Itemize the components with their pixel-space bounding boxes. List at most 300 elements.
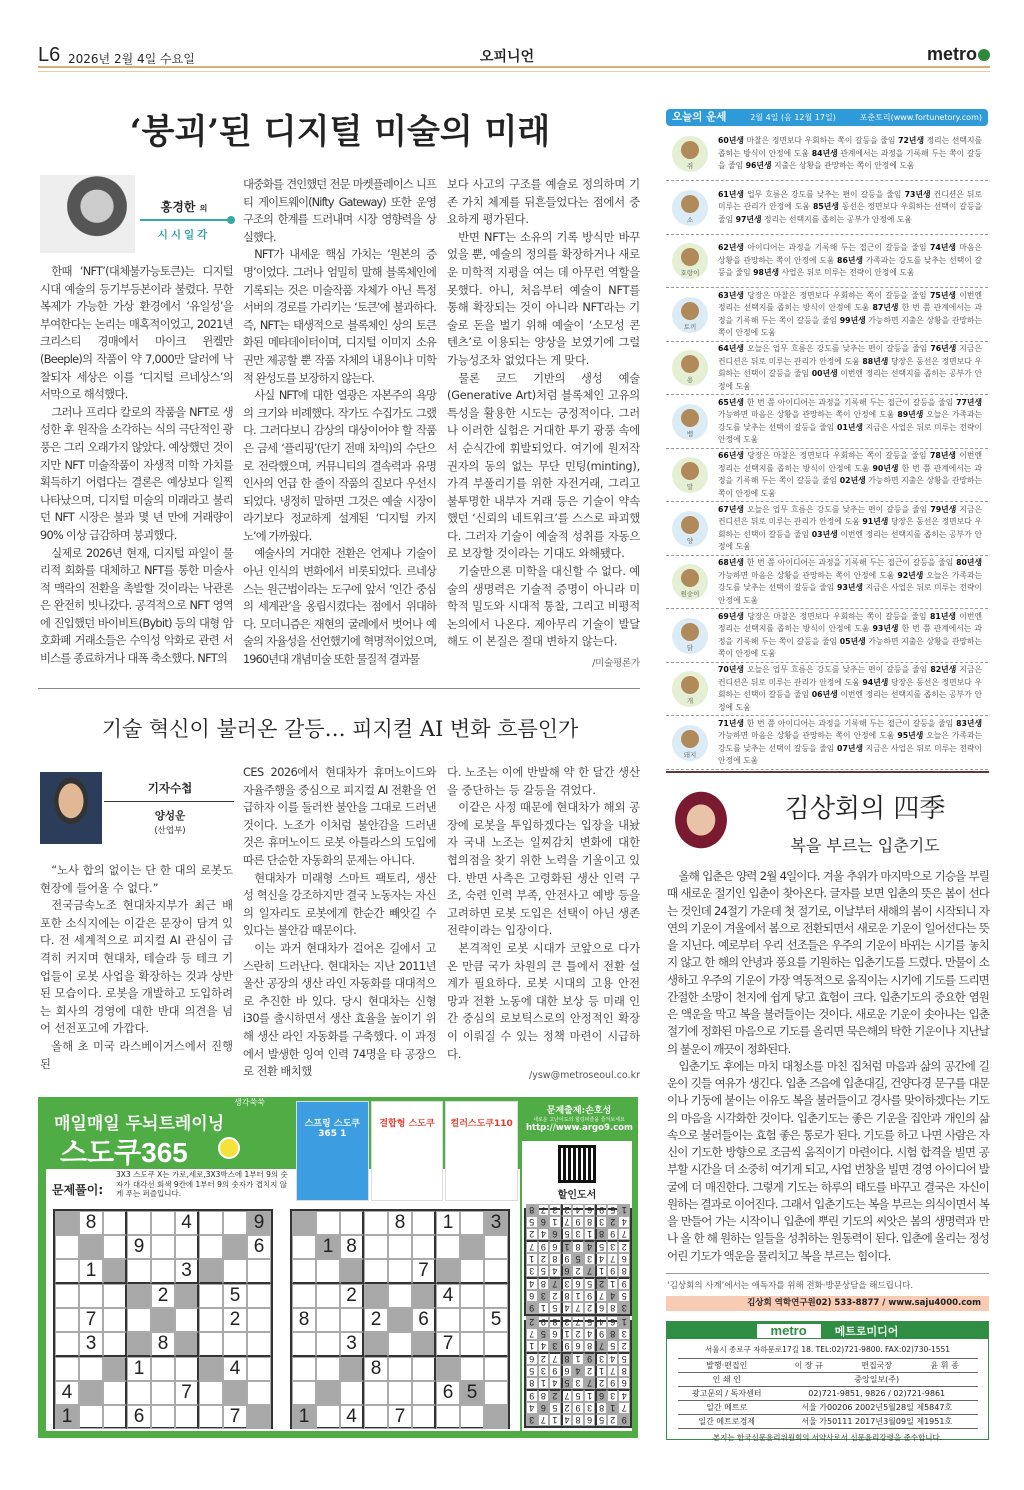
sudoku-cell: 6 [607,1316,619,1328]
sudoku-cell[interactable] [55,1211,79,1235]
sudoku-cell: 8 [340,1235,364,1259]
sudoku-cell[interactable] [484,1259,508,1284]
birth-year: 97년생 [735,214,762,224]
sudoku-author: 문제출제:손호성 [546,1106,612,1116]
sudoku-cell[interactable] [388,1284,412,1308]
sudoku-cell: 2 [595,1377,607,1389]
sudoku-cell[interactable] [55,1357,79,1381]
sudoku-cell[interactable] [151,1308,175,1332]
sudoku-cell: 4 [223,1357,247,1381]
sudoku-cell: 1 [436,1211,460,1235]
zodiac-7-icon [672,511,708,547]
sudoku-cell[interactable] [388,1357,412,1381]
horoscope-text [718,718,982,768]
sudoku-cell[interactable] [412,1284,436,1308]
sudoku-cell[interactable] [223,1211,247,1235]
sudoku-cell: 1 [618,1204,630,1216]
animal-face-icon [681,462,699,480]
animal-face-icon [681,302,699,320]
sudoku-cell[interactable] [151,1405,175,1429]
sudoku-cell[interactable] [484,1405,508,1429]
sudoku-cell: 1 [595,1265,607,1277]
sudoku-cell[interactable] [460,1332,484,1357]
sudoku-cell: 6 [572,1277,584,1290]
sudoku-cell: 7 [223,1405,247,1429]
sudoku-cell[interactable] [55,1332,79,1357]
signature: /미술평론가 [592,658,640,670]
fortune: 동선은 정면보다 우회하는 선택이 갈등을 줄임 [718,202,983,224]
sudoku-cell[interactable] [364,1284,388,1308]
sudoku-cell: 4 [607,1290,619,1302]
sudoku-cell: 2 [572,1265,584,1277]
sudoku-cell: 5 [618,1290,630,1302]
horoscope-text [718,290,982,340]
masthead-cell: 일간 메트로경제 [678,1415,776,1429]
birth-year: 82년생 [930,665,957,674]
horoscope-item [666,503,988,556]
paragraph: CES 2026에서 현대차가 휴머노이드와 자율주행을 중심으로 피지컬 AI 전환을 언급하자 이를 둘러싼 불안을 그대로 드러낸 것이다. 노조가 이처럼 불안감을 드러낸 것은 휴머노이드 로봇 아틀라스의 도입에 따른 단순한 자동화의 문제는 아니다. [243,766,436,867]
sudoku-cell[interactable] [199,1284,223,1308]
sudoku-cell: 7 [595,1340,607,1352]
reporter-dept: (산업부) [154,826,186,836]
masthead-cell: 광고문의 / 독자센터 [678,1387,776,1401]
birth-year: 95년생 [897,731,924,740]
sudoku-cell[interactable] [292,1211,316,1235]
section-name: 오피니언 [480,49,535,65]
sudoku-cell: 9 [584,1290,596,1302]
sudoku-cell[interactable] [199,1381,223,1405]
sudoku-cell[interactable] [460,1211,484,1235]
sudoku-cell[interactable] [388,1332,412,1357]
paragraph: 전국금속노조 현대차지부가 최근 배포한 소식지에는 이같은 문장이 담겨 있다. 전 세계적으로 피지컬 AI 관심이 급격히 커지며 현대차, 테슬라 등 테크 기업들이 로봇 사업을 확장하는 것과 상반된 모습이다. 로봇을 개발하고 도입하려는 회사의 경영에 대한 반대 의견을 넘어 선전포고에 가깝다. [40,899,233,1036]
sudoku-cell: 3 [561,1316,573,1328]
sudoku-cell: 4 [618,1389,630,1402]
fortune: 가능하면 지출은 상황을 관망하는 쪽이 안정에 도움 [718,636,982,658]
birth-year: 75년생 [929,290,956,300]
sudoku-cell[interactable] [292,1259,316,1284]
sudoku-cell[interactable] [79,1284,103,1308]
sudoku-cell[interactable] [460,1357,484,1381]
sudoku-cell[interactable] [316,1211,340,1235]
sudoku-cell[interactable] [247,1381,271,1405]
animal-face-icon [681,516,699,534]
sudoku-cell[interactable] [127,1211,151,1235]
sudoku-cell[interactable] [292,1332,316,1357]
header-rule [38,66,990,72]
sudoku-cell[interactable] [364,1235,388,1259]
sudoku-cell: 2 [584,1302,596,1314]
sudoku-cell[interactable] [247,1259,271,1284]
sudoku-cell: 6 [561,1365,573,1377]
sudoku-cell: 5 [538,1328,550,1340]
birth-year: 78년생 [929,451,956,460]
fortune: 당장은 동선은 정면보다 우회하는 선택이 갈등을 줄임 [718,356,982,378]
sudoku-cell[interactable] [364,1332,388,1357]
sudoku-cell[interactable] [79,1357,103,1381]
sudoku-cell: 4 [572,1204,584,1216]
sudoku-cell[interactable] [199,1357,223,1381]
sudoku-cell: 6 [412,1308,436,1332]
sudoku-cell[interactable] [316,1405,340,1429]
sudoku-cell: 3 [572,1377,584,1389]
fortune: 이번엔 정리는 선택지를 좁히는 공부가 안정에 도움 [718,690,982,712]
sudoku-cell[interactable] [127,1381,151,1405]
paragraph: 물론 코드 기반의 생성 예술(Generative Art)처럼 블록체인 고유의 특성을 활용한 시도는 긍정적이다. 그러나 이러한 실험은 거대한 투기 광풍 속에서 순식간에 휘발되었다. 여기에 원저작권자의 동의 없는 무단 민팅(minting), 가격 부풀리기를 위한 자전거래, 그리고 불투명한 내부자 거래 등은 기술이 약속했던 ‘신뢰의 네트워크’를 스스로 파괴했다. 그러자 기술이 예술적 성취를 자동으로 보장할 것이라는 기대도 와해됐다. [447,371,640,561]
sudoku-cell[interactable] [55,1284,79,1308]
sudoku-cell[interactable] [292,1381,316,1405]
horoscope-text [718,450,982,500]
sudoku-cell[interactable] [388,1308,412,1332]
sudoku-cell[interactable] [412,1332,436,1357]
zodiac-label: 소 [686,215,694,224]
sudoku-cell[interactable] [412,1405,436,1429]
sudoku-cell[interactable] [127,1332,151,1357]
sudoku-cell[interactable] [460,1235,484,1259]
birth-year: 86년생 [837,255,863,265]
fortune: 이번엔 정리는 선택지를 좁히는 방식이 안정에 도움 [718,611,982,633]
discount-books-label: 할인도서 [557,1190,597,1201]
sudoku-cell[interactable] [199,1235,223,1259]
sudoku-cell[interactable] [247,1405,271,1429]
sudoku-cell: 5 [561,1377,573,1389]
zodiac-label: 원숭이 [680,590,700,598]
sudoku-cell: 4 [538,1228,550,1240]
sudoku-cell: 4 [607,1352,619,1365]
sudoku-cell: 1 [526,1253,538,1265]
birth-year: 65년생 [718,397,744,407]
sudoku-cell: 7 [561,1216,573,1228]
sudoku-cell: 1 [561,1328,573,1340]
horoscope-item [666,396,988,449]
sudoku-cell[interactable] [340,1381,364,1405]
sudoku-cell: 4 [526,1402,538,1414]
masthead-cell: 발행·편집인 [678,1359,776,1373]
horoscope-source: 포춘토리(www.fortunetory.com) [859,113,982,122]
sudoku-cell[interactable] [79,1381,103,1405]
sudoku-cell: 8 [561,1290,573,1302]
sudoku-cell[interactable] [103,1381,127,1405]
birth-year: 71년생 [718,718,744,728]
masthead-row [678,1415,978,1429]
sudoku-cell[interactable] [79,1405,103,1429]
sudoku-cell[interactable] [103,1332,127,1357]
sudoku-cell[interactable] [388,1235,412,1259]
sudoku-cell: 6 [247,1235,271,1259]
birth-year: 63년생 [718,290,744,300]
byline-rule [140,219,232,221]
sudoku-cell[interactable] [484,1332,508,1357]
article2-title: 기술 혁신이 불러온 갈등… 피지컬 AI 변화 흐름인가 [101,717,579,741]
sudoku-cell[interactable] [484,1284,508,1308]
sudoku-cell[interactable] [436,1357,460,1381]
birth-year: 61년생 [718,189,744,199]
sudoku-cell: 1 [316,1235,340,1259]
horoscope-item [666,182,988,235]
qr-code-icon[interactable] [558,1145,596,1183]
sudoku-cell[interactable] [55,1308,79,1332]
sudoku-cell[interactable] [247,1357,271,1381]
animal-face-icon [681,355,699,373]
animal-face-icon [681,676,699,694]
horoscope-date: 2월 4일 (음 12월 17일) [750,113,836,122]
sudoku-cell: 4 [549,1265,561,1277]
zodiac-label: 돼지 [683,750,697,759]
birth-year: 98년생 [753,268,780,278]
sudoku-cell[interactable] [316,1284,340,1308]
sudoku-cell: 5 [584,1277,596,1290]
sudoku-cell: 6 [595,1302,607,1314]
sudoku-cell: 2 [561,1204,573,1216]
fortune: 아이디어는 과정을 기록해 두는 접근이 갈등을 줄임 [747,243,927,253]
paragraph: 사실 NFT에 대한 열광은 자본주의 욕망의 크기와 비례했다. 작가도 수집가도 그랬다. 그러다보니 감상의 대상이어야 할 작품은 금세 ‘플리핑’(단기 전매 차익)의 수단으로 전락했으며, 커뮤니티의 결속력과 유명인사의 언급 한 줄이 작품의 질보다 우선시되었다. 냉정히 말하면 그것은 예술 시장이라기보다 정교하게 설계된 ‘디지털 카지노’에 가까웠다. [243,389,436,543]
sudoku-cell[interactable] [412,1211,436,1235]
answer-grid [524,1205,632,1316]
sudoku-cell[interactable] [151,1381,175,1405]
sudoku-cell[interactable] [151,1235,175,1259]
sudoku-cell: 1 [538,1302,550,1314]
animal-face-icon [681,248,699,266]
sudoku-cell[interactable] [247,1308,271,1332]
sudoku-cell[interactable] [412,1381,436,1405]
sudoku-cell: 9 [561,1253,573,1265]
sudoku-cell[interactable] [151,1357,175,1381]
sudoku-cell[interactable] [175,1308,199,1332]
sudoku-cell[interactable] [316,1381,340,1405]
sudoku-cell: 6 [538,1402,550,1414]
reporter-photo [40,772,102,844]
sudoku-credit [526,1103,632,1133]
sudoku-cell: 2 [526,1316,538,1328]
sudoku-cell: 7 [561,1389,573,1402]
paragraph: NFT가 내세운 핵심 가치는 ‘원본의 증명’이었다. 그러나 엄밀히 말해 블록체인에 기록되는 것은 미술작품 자체가 아닌 특정 서버의 경로를 가리키는 ‘토큰’에 불과하다. 즉, NFT는 태생적으로 블록체인 상의 토큰화된 메타데이터이며, 디지털 이미지 소유권만 제공할 뿐 작품 자체의 내용이나 미학적 완성도를 보장하지 않는다. [243,248,436,385]
fortune: 한 번 쯤 아이디어는 과정을 기록해 두는 접근이 갈등을 줄임 [746,558,954,567]
sudoku-cell[interactable] [127,1259,151,1284]
sudoku-cell[interactable] [436,1308,460,1332]
sudoku-cell[interactable] [55,1235,79,1259]
sudoku-cell: 4 [436,1284,460,1308]
sudoku-cell: 3 [538,1290,550,1302]
sudoku-cell[interactable] [316,1357,340,1381]
sudoku-cell[interactable] [103,1308,127,1332]
kim-column-subtitle: 복을 부르는 입춘기도 [790,836,940,855]
sudoku-cell[interactable] [364,1381,388,1405]
sudoku-cell[interactable] [364,1405,388,1429]
sudoku-cell[interactable] [292,1284,316,1308]
fortune: 정리는 선택지를 좁히는 공부가 안정에 도움 [763,214,912,224]
masthead-cell: 중앙일보(주) [776,1373,978,1387]
sudoku-cell[interactable] [79,1235,103,1259]
fortune: 가족과는 강도를 낮추는 선택이 갈등을 줄임 [718,255,983,278]
sudoku-cell[interactable] [484,1235,508,1259]
metro-logo [927,44,990,65]
sudoku-cell[interactable] [247,1284,271,1308]
masthead-name: 메트로미디어 [834,1324,899,1338]
sudoku-cell: 5 [549,1402,561,1414]
sudoku-cell: 2 [364,1308,388,1332]
sudoku-cell: 3 [549,1340,561,1352]
birth-year: 81년생 [929,611,956,621]
sudoku-cell: 4 [595,1253,607,1265]
sudoku-cell: 7 [538,1204,550,1216]
sudoku-cell[interactable] [199,1211,223,1235]
sudoku-cell: 8 [595,1228,607,1240]
sudoku-cell[interactable] [484,1357,508,1381]
sudoku-cell[interactable] [103,1357,127,1381]
sudoku-cell[interactable] [436,1259,460,1284]
birth-year: 74년생 [929,243,956,253]
sudoku-cell[interactable] [199,1332,223,1357]
fortune: 지금은 컨디션은 뒤로 미루는 관리가 안정에 도움 [718,504,982,526]
sudoku-cell: 1 [561,1240,573,1253]
birth-year: 66년생 [718,451,744,460]
sudoku-cell[interactable] [364,1211,388,1235]
sudoku-cell: 7 [572,1302,584,1314]
sudoku-brand: 스도쿠365 [60,1137,188,1168]
sudoku-cell: 9 [572,1402,584,1414]
sudoku-cell: 7 [618,1228,630,1240]
sudoku-cell[interactable] [151,1259,175,1284]
sudoku-grid [53,1209,273,1429]
sudoku-cell[interactable] [199,1259,223,1284]
sudoku-cell[interactable] [316,1259,340,1284]
sudoku-cell[interactable] [103,1284,127,1308]
sudoku-cell[interactable] [412,1235,436,1259]
sudoku-cell: 1 [79,1259,103,1284]
sudoku-cell[interactable] [175,1405,199,1429]
sudoku-cell: 6 [618,1377,630,1389]
masthead-ethics: 본지는 한국신문윤리위원회의 서약사로서 신문윤리강령을 준수합니다. [712,1433,943,1442]
sudoku-cell: 4 [561,1302,573,1314]
sudoku-cell: 2 [223,1308,247,1332]
masthead-address: 서울시 종로구 자하문로17길 18. TEL:02)721-9800. FAX:02)730-1551 [704,1345,951,1354]
sudoku-cell[interactable] [316,1308,340,1332]
sudoku-cell[interactable] [55,1259,79,1284]
sudoku-cell[interactable] [292,1235,316,1259]
kim-column-body [667,868,989,1265]
sudoku-cell: 1 [549,1216,561,1228]
sudoku-cell[interactable] [223,1332,247,1357]
zodiac-label: 호랑이 [680,269,700,277]
sudoku-cell[interactable] [292,1357,316,1381]
logo-text: metro [926,44,977,64]
sudoku-cell[interactable] [316,1332,340,1357]
fortune: 지금은 사업은 뒤로 미루는 전략이 안정에 도움 [718,422,983,444]
sudoku-cell: 1 [549,1414,561,1426]
sudoku-cell[interactable] [364,1259,388,1284]
sudoku-cell: 2 [607,1216,619,1228]
sudoku-cell[interactable] [223,1381,247,1405]
sudoku-cell: 9 [526,1389,538,1402]
zodiac-8-icon [672,564,708,600]
masthead-cell: 서울 가50111 2017년3월09일 제1951호 [776,1415,978,1429]
sudoku-cell: 7 [549,1277,561,1290]
sudoku-cell[interactable] [388,1381,412,1405]
sudoku-cell[interactable] [247,1332,271,1357]
sudoku-cell[interactable] [340,1259,364,1284]
sudoku-cell: 6 [538,1216,550,1228]
animal-face-icon [681,195,699,213]
sudoku-cell[interactable] [436,1405,460,1429]
sudoku-cell[interactable] [199,1308,223,1332]
birth-year: 90년생 [872,463,899,473]
birth-year: 03년생 [811,529,838,539]
sudoku-cell[interactable] [460,1284,484,1308]
sudoku-cell[interactable] [460,1259,484,1284]
sudoku-cell: 9 [584,1352,596,1365]
sudoku-cell[interactable] [175,1332,199,1357]
sudoku-cell[interactable] [175,1357,199,1381]
sudoku-cell: 5 [549,1302,561,1314]
sudoku-cell: 6 [549,1328,561,1340]
sudoku-cell[interactable] [103,1259,127,1284]
masthead-row [678,1387,978,1401]
birth-year: 72년생 [898,136,924,146]
sudoku-cell: 8 [572,1414,584,1426]
sudoku-cell: 9 [607,1265,619,1277]
sudoku-cell[interactable] [151,1211,175,1235]
sudoku-url[interactable]: http://www.argo9.com [526,1123,633,1133]
paragraph: 기술만으론 미학을 대신할 수 없다. 예술의 생명력은 기술적 증명이 아니라 미학적 밀도와 시대적 통찰, 그리고 비평적 논의에서 나온다. 제아무리 기술이 발달해도 이 본질은 절대 변하지 않는다. [447,565,640,649]
birth-year: 60년생 [718,136,744,146]
sudoku-cell: 4 [595,1316,607,1328]
sudoku-cell: 5 [584,1316,596,1328]
sudoku-cell[interactable] [223,1235,247,1259]
horoscope-text [718,242,982,280]
sudoku-cell[interactable] [460,1405,484,1429]
sudoku-cell: 3 [607,1240,619,1253]
sudoku-cell[interactable] [127,1308,151,1332]
sudoku-cell[interactable] [103,1211,127,1235]
sudoku-cell[interactable] [127,1284,151,1308]
author-photo [40,175,135,253]
sudoku-cell: 3 [526,1265,538,1277]
sudoku-cell[interactable] [388,1259,412,1284]
sudoku-cell: 6 [595,1389,607,1402]
sudoku-cell[interactable] [103,1235,127,1259]
paragraph: 대중화를 견인했던 전문 마켓플레이스 니프티 게이트웨이(Nifty Gateway) 또한 운영 구조의 한계를 드러내며 시장 영향력을 상실했다. [243,178,436,244]
masthead-table [678,1358,978,1429]
sudoku-cell[interactable] [340,1308,364,1332]
horoscope-text [718,397,982,447]
article1-title: ‘붕괴’된 디지털 미술의 미래 [129,112,551,152]
sudoku-cell: 6 [549,1240,561,1253]
author-suffix: 의 [199,204,208,213]
sudoku-cell[interactable] [460,1308,484,1332]
sudoku-cell[interactable] [436,1235,460,1259]
sudoku-cell[interactable] [340,1211,364,1235]
fortune: 컨디션은 뒤로 미루는 관리가 안정에 도움 [718,189,982,212]
masthead-cell: 이 장 규 [776,1359,842,1373]
sudoku-cell[interactable] [199,1405,223,1429]
sudoku-cell: 9 [526,1302,538,1314]
zodiac-11-icon [672,725,708,761]
sudoku-cell[interactable] [175,1235,199,1259]
paragraph: 이는 과거 현대차가 걸어온 길에서 고스란히 드러난다. 현대차는 지난 2011년 울산 공장의 생산 라인 자동화를 대대적으로 추진한 바 있다. 당시 현대차는 신형 i30를 출시하면서 생산 효율을 높이기 위해 생산 라인 자동화를 구축했다. 이 과정에서 발생한 잉여 인력 74명을 타 공장으로 전환 배치했 [243,941,436,1079]
sudoku-cell[interactable] [175,1284,199,1308]
sudoku-cell[interactable] [484,1381,508,1405]
sudoku-cell: 2 [561,1402,573,1414]
sudoku-cell: 2 [340,1284,364,1308]
fortune: 마찰은 정면보다 우회하는 쪽이 갈등을 줄임 [746,136,896,146]
sudoku-cell: 6 [526,1290,538,1302]
sudoku-cell[interactable] [103,1405,127,1429]
sudoku-cell[interactable] [412,1357,436,1381]
sudoku-cell: 7 [584,1265,596,1277]
sudoku-cell: 6 [127,1405,151,1429]
fortune: 당장은 동선은 정면보다 우회하는 선택이 갈등을 줄임 [718,677,982,699]
sudoku-cell[interactable] [223,1259,247,1284]
sudoku-cell[interactable] [340,1357,364,1381]
